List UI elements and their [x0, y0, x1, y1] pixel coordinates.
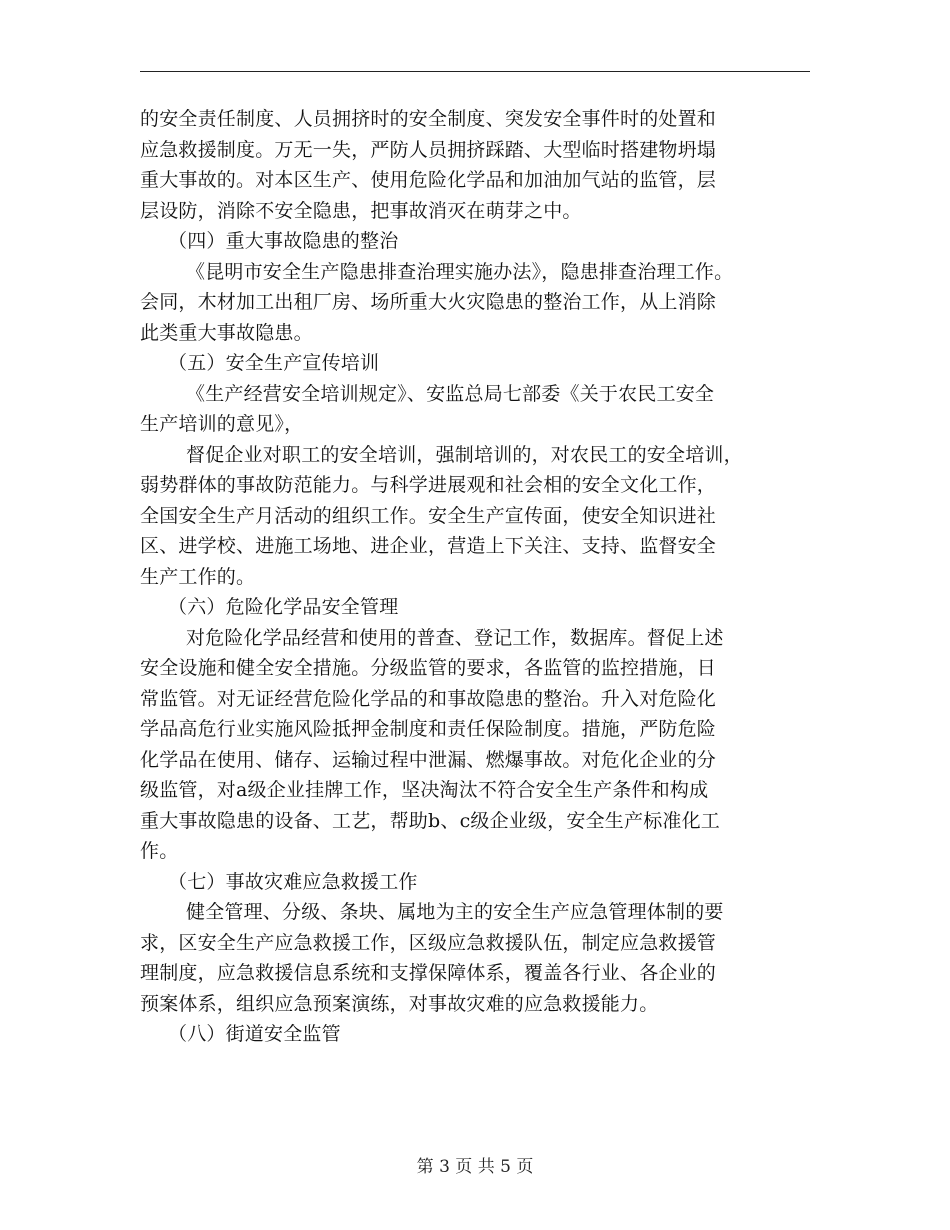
text-line: 此类重大事故隐患。: [140, 321, 313, 344]
text-line: 理制度，应急救援信息系统和支撑保障体系，覆盖各行业、各企业的: [140, 962, 717, 984]
text-line: 层设防，消除不安全隐患，把事故消灭在萌芽之中。: [140, 199, 582, 222]
text-line: 作。: [140, 840, 179, 862]
section-heading: （五）安全生产宣传培训: [168, 352, 380, 374]
text-line: 安全设施和健全安全措施。分级监管的要求，各监管的监控措施，日: [140, 657, 717, 679]
text-line: 《昆明市安全生产隐患排查治理实施办法》，隐患排查治理工作。: [186, 260, 734, 283]
section-heading: （八）街道安全监管: [168, 1023, 341, 1045]
header-rule: [140, 71, 810, 72]
text-line: 化学品在使用、储存、运输过程中泄漏、燃爆事故。对危化企业的分: [140, 748, 717, 771]
text-line: 的安全责任制度、人员拥挤时的安全制度、突发安全事件时的处置和: [140, 108, 717, 130]
text-line: 重大事故隐患的设备、工艺，帮助b、c级企业级，安全生产标准化工: [140, 809, 721, 832]
text-line: 对危险化学品经营和使用的普查、登记工作，数据库。督促上述: [186, 626, 724, 649]
text-line: 生产培训的意见》，: [140, 413, 304, 435]
text-line: 会同，木材加工出租厂房、场所重大火灾隐患的整治工作，从上消除: [140, 291, 717, 313]
text-line: 健全管理、分级、条块、属地为主的安全生产应急管理体制的要: [186, 901, 724, 923]
page-number: 第 3 页 共 5 页: [416, 1157, 534, 1177]
text-line: 《生产经营安全培训规定》、安监总局七部委《关于农民工安全: [186, 382, 715, 405]
text-line: 级监管，对a级企业挂牌工作，坚决淘汰不符合安全生产条件和构成: [140, 779, 709, 801]
text-line: 生产工作的。: [140, 565, 256, 588]
text-line: 督促企业对职工的安全培训，强制培训的，对农民工的安全培训，: [186, 443, 743, 466]
section-heading: （四）重大事故隐患的整治: [168, 230, 399, 252]
text-line: 区、进学校、进施工场地、进企业，营造上下关注、支持、监督安全: [140, 535, 717, 557]
text-line: 应急救援制度。万无一失，严防人员拥挤踩踏、大型临时搭建物坍塌: [140, 138, 717, 161]
text-line: 重大事故的。对本区生产、使用危险化学品和加油加气站的监管，层: [140, 169, 717, 191]
text-line: 弱势群体的事故防范能力。与科学进展观和社会相的安全文化工作，: [140, 474, 717, 496]
text-line: 学品高危行业实施风险抵押金制度和责任保险制度。措施，严防危险: [140, 718, 717, 740]
section-heading: （六）危险化学品安全管理: [168, 596, 399, 618]
text-line: 全国安全生产月活动的组织工作。安全生产宣传面，使安全知识进社: [140, 504, 717, 527]
text-line: 预案体系，组织应急预案演练，对事故灾难的应急救援能力。: [140, 992, 659, 1015]
section-heading: （七）事故灾难应急救援工作: [168, 870, 418, 893]
text-line: 求，区安全生产应急救援工作，区级应急救援队伍，制定应急救援管: [140, 931, 717, 954]
text-line: 常监管。对无证经营危险化学品的和事故隐患的整治。升入对危险化: [140, 687, 717, 710]
document-body: [140, 104, 812, 1050]
